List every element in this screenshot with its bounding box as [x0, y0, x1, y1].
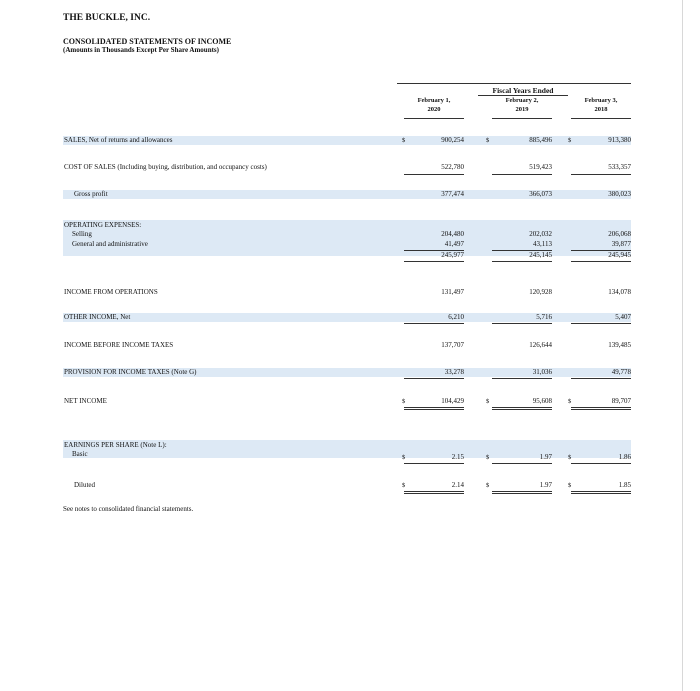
sales-dollar-2020: $ [402, 137, 406, 144]
income-before-taxes-value-2018: 139,485 [608, 341, 631, 349]
income-before-taxes-value-2019: 126,644 [529, 341, 552, 349]
basic-label: Basic [72, 450, 88, 458]
gross-profit-value-2018: 380,023 [608, 190, 631, 198]
diluted-dollar-2018: $ [568, 482, 572, 489]
company-name: THE BUCKLE, INC. [63, 13, 151, 23]
cost-of-sales-value-2019: 519,423 [529, 163, 552, 171]
diluted-value-2018: 1.85 [618, 481, 631, 489]
provision-taxes-rule-2020 [404, 378, 464, 379]
diluted-double-rule-2018-b [571, 493, 631, 494]
sales-dollar-2019: $ [486, 137, 490, 144]
diluted-dollar-2019: $ [486, 482, 490, 489]
selling-value-2020: 204,480 [441, 230, 464, 238]
diluted-double-rule-2019-a [492, 491, 552, 492]
sales-dollar-2018: $ [568, 137, 572, 144]
provision-taxes-rule-2019 [492, 378, 552, 379]
income-before-taxes-label: INCOME BEFORE INCOME TAXES [64, 341, 174, 349]
selling-value-2019: 202,032 [529, 230, 552, 238]
income-before-taxes-value-2020: 137,707 [441, 341, 464, 349]
sales-value-2018: 913,380 [608, 136, 631, 144]
cost-of-sales-rule-2018 [571, 174, 631, 175]
diluted-value-2020: 2.14 [451, 481, 464, 489]
basic-rule-2019 [492, 463, 552, 464]
gross-profit-label: Gross profit [74, 190, 108, 198]
basic-rule-2018 [571, 463, 631, 464]
cost-of-sales-label: COST OF SALES (Including buying, distribution, and occupancy costs) [64, 163, 267, 171]
other-income-rule-2020 [404, 323, 464, 324]
eps-label: EARNINGS PER SHARE (Note L): [64, 441, 167, 449]
col-header-2018-year: 2018 [594, 106, 608, 113]
diluted-dollar-2020: $ [402, 482, 406, 489]
basic-value-2018: 1.86 [618, 453, 631, 461]
provision-taxes-value-2019: 31,036 [532, 368, 552, 376]
basic-dollar-2019: $ [486, 454, 490, 461]
other-income-value-2020: 6,210 [448, 313, 464, 321]
income-from-operations-label: INCOME FROM OPERATIONS [64, 288, 158, 296]
basic-value-2020: 2.15 [451, 453, 464, 461]
header-col-rule-2020 [404, 118, 464, 119]
statement-title: CONSOLIDATED STATEMENTS OF INCOME [63, 37, 232, 46]
net-income-dollar-2020: $ [402, 398, 406, 405]
col-header-2020-date: February 1, [417, 97, 451, 104]
net-income-double-rule-2020-a [404, 407, 464, 408]
diluted-double-rule-2020-b [404, 493, 464, 494]
selling-value-2018: 206,068 [608, 230, 631, 238]
net-income-dollar-2018: $ [568, 398, 572, 405]
diluted-double-rule-2019-b [492, 493, 552, 494]
col-header-2019-year: 2019 [515, 106, 529, 113]
net-income-value-2018: 89,707 [611, 397, 631, 405]
opex-total-rule-2019 [492, 261, 552, 262]
net-income-double-rule-2019-b [492, 409, 552, 410]
basic-dollar-2020: $ [402, 454, 406, 461]
selling-label: Selling [72, 230, 92, 238]
other-income-value-2019: 5,716 [536, 313, 552, 321]
net-income-double-rule-2019-a [492, 407, 552, 408]
gross-profit-value-2019: 366,073 [529, 190, 552, 198]
opex-total-value-2019: 245,145 [529, 251, 552, 259]
net-income-value-2019: 95,608 [532, 397, 552, 405]
sales-label: SALES, Net of returns and allowances [64, 136, 173, 144]
general-admin-value-2020: 41,497 [444, 240, 464, 248]
opex-total-value-2020: 245,977 [441, 251, 464, 259]
net-income-label: NET INCOME [64, 397, 107, 405]
basic-dollar-2018: $ [568, 454, 572, 461]
diluted-value-2019: 1.97 [539, 481, 552, 489]
general-admin-value-2019: 43,113 [533, 240, 552, 248]
basic-value-2019: 1.97 [539, 453, 552, 461]
header-group-label: Fiscal Years Ended [492, 86, 554, 95]
provision-taxes-label: PROVISION FOR INCOME TAXES (Note G) [64, 368, 197, 376]
header-top-rule [397, 83, 631, 84]
diluted-label: Diluted [74, 481, 95, 489]
cost-of-sales-rule-2019 [492, 174, 552, 175]
header-col-rule-2019 [492, 118, 552, 119]
sales-value-2020: 900,254 [441, 136, 464, 144]
income-from-operations-value-2020: 131,497 [441, 288, 464, 296]
amounts-note: (Amounts in Thousands Except Per Share Amounts) [63, 46, 219, 54]
col-header-2018-date: February 3, [584, 97, 618, 104]
other-income-value-2018: 5,407 [615, 313, 631, 321]
cost-of-sales-rule-2020 [404, 174, 464, 175]
opex-total-rule-2020 [404, 261, 464, 262]
other-income-label: OTHER INCOME, Net [64, 313, 131, 321]
net-income-value-2020: 104,429 [441, 397, 464, 405]
provision-taxes-rule-2018 [571, 378, 631, 379]
header-group-rule [478, 95, 568, 96]
col-header-2020-year: 2020 [427, 106, 441, 113]
net-income-double-rule-2020-b [404, 409, 464, 410]
general-admin-label: General and administrative [72, 240, 148, 248]
provision-taxes-value-2018: 49,778 [611, 368, 631, 376]
opex-total-value-2018: 245,945 [608, 251, 631, 259]
col-header-2019-date: February 2, [505, 97, 539, 104]
sales-value-2019: 885,496 [529, 136, 552, 144]
opex-total-rule-2018 [571, 261, 631, 262]
header-col-rule-2018 [571, 118, 631, 119]
footer-note: See notes to consolidated financial statements. [63, 505, 194, 513]
gross-profit-value-2020: 377,474 [441, 190, 464, 198]
provision-taxes-value-2020: 33,278 [444, 368, 464, 376]
net-income-dollar-2019: $ [486, 398, 490, 405]
diluted-double-rule-2020-a [404, 491, 464, 492]
cost-of-sales-value-2020: 522,780 [441, 163, 464, 171]
other-income-rule-2019 [492, 323, 552, 324]
diluted-double-rule-2018-a [571, 491, 631, 492]
income-from-operations-value-2018: 134,078 [608, 288, 631, 296]
income-from-operations-value-2019: 120,928 [529, 288, 552, 296]
net-income-double-rule-2018-b [571, 409, 631, 410]
cost-of-sales-value-2018: 533,357 [608, 163, 631, 171]
page-edge [682, 0, 683, 691]
general-admin-value-2018: 39,877 [611, 240, 631, 248]
basic-rule-2020 [404, 463, 464, 464]
other-income-rule-2018 [571, 323, 631, 324]
operating-expenses-label: OPERATING EXPENSES: [64, 221, 142, 229]
net-income-double-rule-2018-a [571, 407, 631, 408]
